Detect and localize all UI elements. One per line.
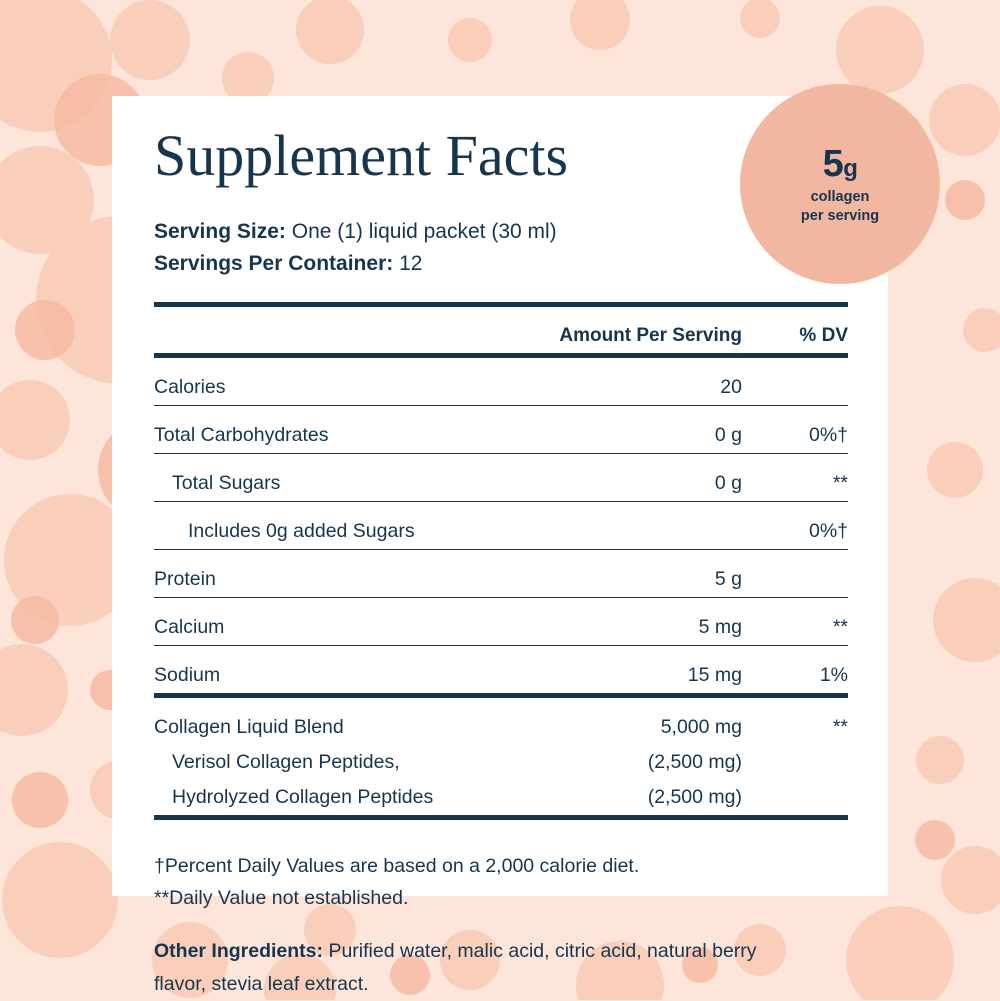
table-row [154,514,848,550]
table-rule [154,645,848,658]
row-dv: 1% [819,663,848,686]
row-dv: ** [832,715,848,738]
table-row [154,780,848,818]
footnote-dv-not-established: **Daily Value not established. [154,887,409,910]
collagen-per-serving-badge [740,84,940,284]
row-name: Verisol Collagen Peptides, [172,750,400,773]
header-name [154,319,532,356]
row-name: Total Carbohydrates [154,423,329,446]
row-amount: 20 [720,375,742,398]
row-amount: 0 g [714,423,742,446]
row-name: Includes 0g added Sugars [188,519,415,542]
table-row [154,466,848,502]
row-amount: (2,500 mg) [647,750,742,773]
other-ingredients-label: Other Ingredients: [154,940,324,963]
table-rule [154,549,848,562]
serving-size-label: Serving Size: [154,219,286,243]
badge-amount-unit: g [843,155,858,183]
row-name: Collagen Liquid Blend [154,715,344,738]
row-dv [764,745,848,780]
row-dv [764,370,848,406]
row-name: Total Sugars [172,471,281,494]
row-amount [532,514,764,550]
table-row [154,610,848,646]
row-dv: ** [832,471,848,494]
other-ingredients-value: Purified water, malic acid, citric acid, natural berry flavor, stevia leaf extract. [154,940,757,995]
other-ingredients [154,935,794,1001]
serving-size-line [154,216,848,248]
table-row [154,418,848,454]
table-rule [154,597,848,610]
badge-amount-number: 5 [822,143,844,186]
table-row [154,710,848,745]
table-row [154,562,848,598]
row-amount: 5,000 mg [660,715,742,738]
table-row [154,658,848,696]
row-name: Calcium [154,615,225,638]
nutrition-table [154,302,848,832]
table-rule-top [154,304,848,319]
row-dv [764,780,848,818]
footnote-daily-values: †Percent Daily Values are based on a 2,000 calorie diet. [154,854,640,877]
row-name: Hydrolyzed Collagen Peptides [172,785,434,808]
table-rule [154,453,848,466]
row-dv: 0%† [808,423,848,446]
servings-per-container-label: Servings Per Container: [154,251,394,275]
page-title: Supplement Facts [154,123,569,188]
row-amount: 5 g [714,567,742,590]
table-rule-under-header [154,355,848,370]
table-row [154,745,848,780]
row-amount: (2,500 mg) [647,785,742,808]
servings-per-container-line [154,248,848,280]
footnotes [154,850,848,916]
table-rule-bottom [154,817,848,832]
row-dv: 0%† [808,519,848,542]
row-amount: 0 g [714,471,742,494]
row-amount: 5 mg [698,615,742,638]
serving-size-value: One (1) liquid packet (30 ml) [291,219,557,243]
header-percent-dv: % DV [799,324,848,346]
table-header-row [154,319,848,356]
table-rule [154,405,848,418]
row-name: Calories [154,375,226,398]
table-rule [154,695,848,710]
row-dv: ** [832,615,848,638]
row-dv [764,562,848,598]
row-amount: 15 mg [687,663,742,686]
table-row [154,370,848,406]
table-rule [154,501,848,514]
badge-line-2: per serving [800,207,880,224]
row-name: Sodium [154,663,221,686]
row-name: Protein [154,567,216,590]
badge-amount [823,143,858,187]
header-amount-per-serving: Amount Per Serving [559,324,742,346]
serving-info [154,216,848,280]
badge-line-1: collagen [810,189,870,206]
servings-per-container-value: 12 [399,251,423,275]
